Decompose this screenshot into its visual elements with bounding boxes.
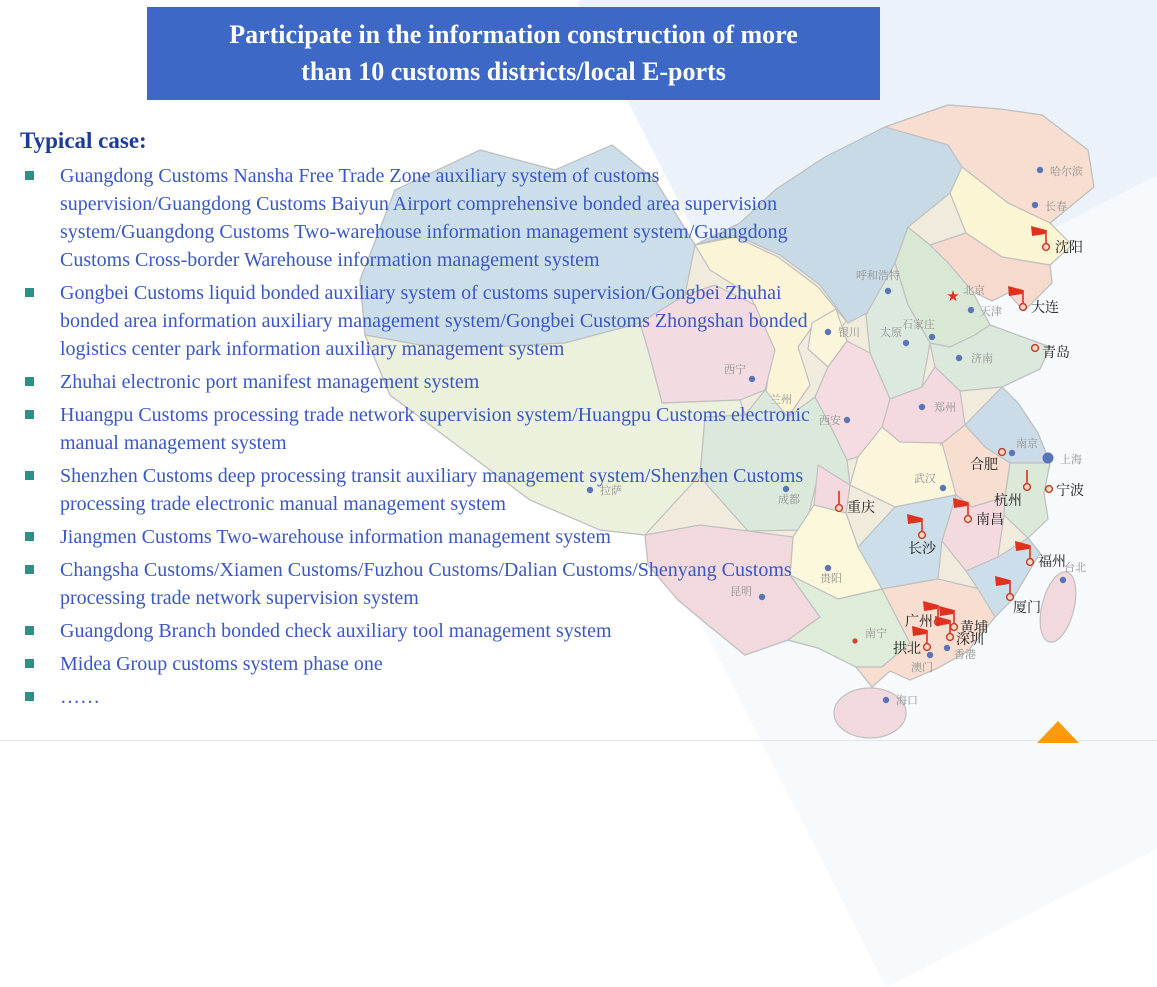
slide-title-banner <box>147 7 880 100</box>
section-heading: Typical case: <box>20 128 147 153</box>
city-label: 成都 <box>778 494 800 506</box>
case-item <box>25 523 837 551</box>
city-label: 郑州 <box>934 402 956 414</box>
case-item <box>25 617 837 645</box>
bottom-rule <box>0 740 1157 741</box>
bullet-square-icon <box>25 532 34 541</box>
case-item <box>25 401 837 457</box>
city-ring-marker <box>1024 484 1031 491</box>
city-ring-marker <box>951 624 958 631</box>
city-ring-marker <box>965 516 972 523</box>
city-featured <box>1046 482 1084 498</box>
capital-star-icon: ★ <box>946 289 960 305</box>
accent-triangle <box>1037 721 1079 743</box>
city-label: 呼和浩特 <box>856 270 900 282</box>
city-label: 宁波 <box>1056 482 1084 498</box>
bullet-square-icon <box>25 377 34 386</box>
bullet-square-icon <box>25 692 34 701</box>
case-item <box>25 650 837 678</box>
city-label: 贵阳 <box>820 573 842 585</box>
city-label: 西宁 <box>724 364 746 376</box>
case-text: Changsha Customs/Xiamen Customs/Fuzhou Customs/Dalian Customs/Shenyang Customs processing trade network supervision system <box>60 559 792 609</box>
city-label: 黄埔 <box>960 619 988 635</box>
city-label: 杭州 <box>994 492 1022 508</box>
slide-title: Participate in the information construction of more than 10 customs districts/local E-ports <box>229 19 798 86</box>
city-ring-marker <box>1027 559 1034 566</box>
city-label: 太原 <box>880 327 902 339</box>
case-text: …… <box>60 686 100 708</box>
bullet-square-icon <box>25 288 34 297</box>
city-label: 兰州 <box>770 394 792 406</box>
city-ring-marker <box>924 644 931 651</box>
case-item <box>25 683 837 711</box>
city-label: 合肥 <box>970 456 998 472</box>
case-text: Guangdong Customs Nansha Free Trade Zone auxiliary system of customs supervision/Guangdong Customs Baiyun Airport comprehensive bonded area supervision system/Guangdong Customs Two-warehouse information management system/Guangdong Customs Cross-border Warehouse information management system <box>60 165 788 271</box>
city-label: 福州 <box>1038 553 1066 569</box>
case-text: Gongbei Customs liquid bonded auxiliary system of customs supervision/Gongbei Zhuhai bonded area information auxiliary management system/Gongbei Customs Zhongshan bonded logistics center park information auxiliary management system <box>60 282 808 360</box>
city-label: 南京 <box>1016 438 1038 450</box>
city-label: 海口 <box>896 695 918 707</box>
city-label: 昆明 <box>730 586 752 598</box>
bullet-square-icon <box>25 410 34 419</box>
city-label: 广州 <box>905 613 933 629</box>
bullet-square-icon <box>25 471 34 480</box>
case-text: Jiangmen Customs Two-warehouse information management system <box>60 526 611 548</box>
city-label: 长沙 <box>908 540 936 556</box>
bullet-square-icon <box>25 565 34 574</box>
city-label: 长春 <box>1045 201 1067 213</box>
bullet-square-icon <box>25 659 34 668</box>
city-label: 银川 <box>838 327 860 339</box>
city-label: 北京 <box>963 285 985 297</box>
city-ring-marker <box>919 532 926 539</box>
case-item <box>25 368 837 396</box>
city-ring-marker <box>1043 244 1050 251</box>
city-ring-marker <box>1020 304 1027 311</box>
bullet-square-icon <box>25 171 34 180</box>
city-label: 拉萨 <box>600 485 622 497</box>
city-label: 济南 <box>971 353 993 365</box>
city-label: 大连 <box>1031 299 1059 315</box>
case-item <box>25 462 837 518</box>
city-label: 沈阳 <box>1055 239 1083 255</box>
case-list <box>25 162 837 716</box>
city-label: 上海 <box>1060 454 1082 466</box>
city-label: 重庆 <box>847 499 875 515</box>
case-text: Zhuhai electronic port manifest management system <box>60 371 480 393</box>
city-label: 澳门 <box>911 662 933 674</box>
city-label: 厦门 <box>1013 599 1041 615</box>
city-ring-marker <box>1046 486 1053 493</box>
bullet-square-icon <box>25 626 34 635</box>
city-label: 台北 <box>1064 562 1086 574</box>
city-ring-marker <box>999 449 1006 456</box>
case-text: Shenzhen Customs deep processing transit auxiliary management system/Shenzhen Customs processing trade electronic manual management system <box>60 465 804 515</box>
city-ring-marker <box>1032 345 1039 352</box>
case-item <box>25 279 837 363</box>
city-label: 青岛 <box>1042 344 1070 360</box>
city-label: 拱北 <box>893 640 921 656</box>
region-taiwan <box>1034 568 1082 646</box>
city-label: 哈尔滨 <box>1050 166 1083 178</box>
city-label: 香港 <box>954 649 976 661</box>
city-ring-marker <box>947 634 954 641</box>
case-text: Midea Group customs system phase one <box>60 653 383 675</box>
city-label: 南昌 <box>976 511 1004 527</box>
city-label: 深圳 <box>956 631 984 647</box>
case-item <box>25 162 837 274</box>
case-item <box>25 556 837 612</box>
city-label: 西安 <box>819 415 841 427</box>
city-label: 天津 <box>980 306 1002 318</box>
city-label: 石家庄 <box>902 319 935 331</box>
city-label: 武汉 <box>914 473 936 485</box>
case-text: Guangdong Branch bonded check auxiliary tool management system <box>60 620 612 642</box>
case-text: Huangpu Customs processing trade network supervision system/Huangpu Customs electronic manual management system <box>60 404 810 454</box>
city-label: 南宁 <box>865 628 887 640</box>
